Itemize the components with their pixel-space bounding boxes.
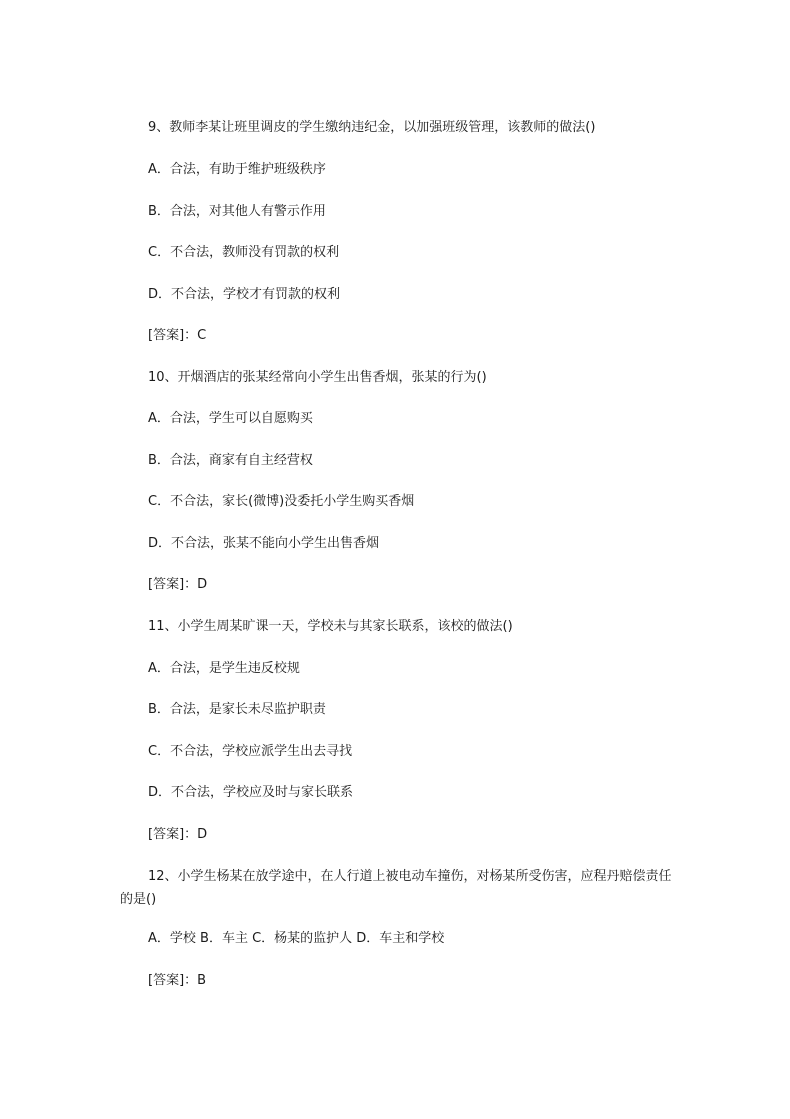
question-10-option-b: B．合法，商家有自主经营权 — [148, 453, 313, 468]
question-11-option-c: C．不合法，学校应派学生出去寻找 — [148, 744, 353, 759]
question-9-option-c: C．不合法，教师没有罚款的权利 — [148, 245, 340, 260]
question-11-stem: 11、小学生周某旷课一天，学校未与其家长联系，该校的做法() — [148, 619, 513, 634]
question-9-stem: 9、教师李某让班里调皮的学生缴纳违纪金，以加强班级管理，该教师的做法() — [148, 120, 596, 135]
question-11-option-d: D．不合法，学校应及时与家长联系 — [148, 785, 354, 800]
question-12-stem: 12、小学生杨某在放学途中，在人行道上被电动车撞伤，对杨某所受伤害，应程丹赔偿责任的是() — [120, 869, 672, 907]
question-12-answer: [答案]：B — [148, 973, 207, 988]
question-10-stem: 10、开烟酒店的张某经常向小学生出售香烟，张某的行为() — [148, 370, 487, 385]
question-11-option-a: A．合法，是学生违反校规 — [148, 661, 300, 676]
question-11-answer: [答案]：D — [148, 827, 208, 842]
question-10-option-a: A．合法，学生可以自愿购买 — [148, 411, 313, 426]
question-9-option-a: A．合法，有助于维护班级秩序 — [148, 162, 326, 177]
question-10-option-c: C．不合法，家长(微博)没委托小学生购买香烟 — [148, 494, 415, 509]
question-9-option-b: B．合法，对其他人有警示作用 — [148, 204, 326, 219]
question-10-answer: [答案]：D — [148, 577, 208, 592]
question-11-option-b: B．合法，是家长未尽监护职责 — [148, 702, 326, 717]
question-9-option-d: D．不合法，学校才有罚款的权利 — [148, 287, 341, 302]
question-9-answer: [答案]：C — [148, 328, 207, 343]
question-12-options: A．学校 B．车主 C．杨某的监护人 D．车主和学校 — [148, 931, 445, 946]
question-10-option-d: D．不合法，张某不能向小学生出售香烟 — [148, 536, 380, 551]
